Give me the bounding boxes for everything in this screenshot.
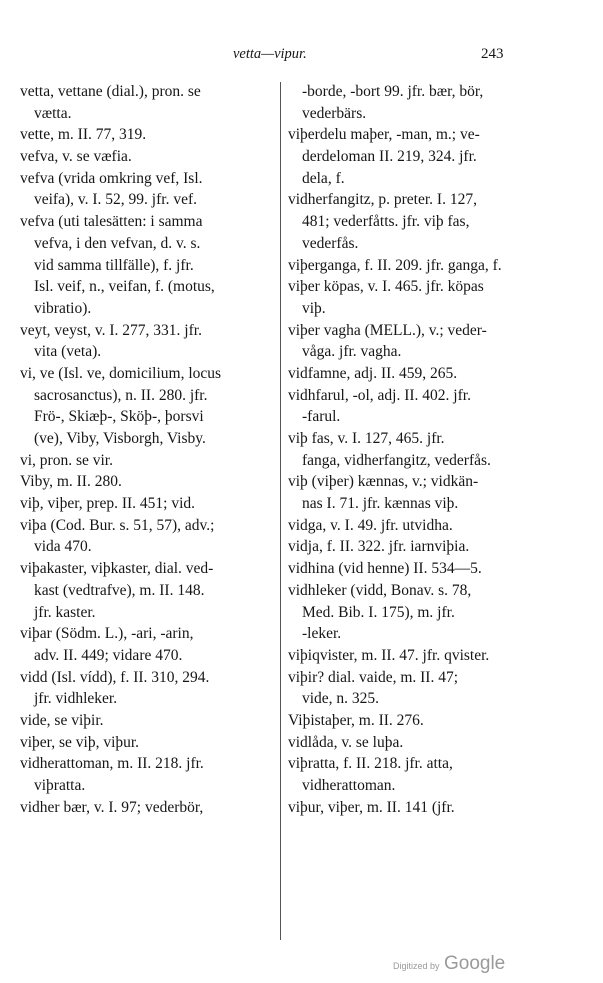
left-entry-line: jfr. vidhleker. (34, 690, 118, 708)
right-entry-line: vidhfarul, -ol, adj. II. 402. jfr. (288, 386, 471, 404)
left-entry-line: Isl. veif, n., veifan, f. (motus, (34, 278, 215, 296)
running-header (0, 46, 603, 66)
left-entry-line: vida 470. (34, 538, 92, 556)
right-entry-line: vidherattoman. (302, 777, 396, 794)
right-entry-line: vidja, f. II. 322. jfr. iarnviþia. (288, 538, 470, 556)
left-entry-line: veyt, veyst, v. I. 277, 331. jfr. (20, 321, 202, 339)
left-entry-line: vefva, i den vefvan, d. v. s. (34, 234, 201, 252)
left-column (20, 81, 278, 818)
right-entry-line: vederfås. (302, 234, 359, 252)
left-entry-line: vita (veta). (34, 343, 102, 361)
right-entry-line: vidhina (vid henne) II. 534—5. (288, 560, 482, 578)
left-entry-line: vidd (Isl. vídd), f. II. 310, 294. (20, 668, 210, 686)
right-entry-line: viþerganga, f. II. 209. jfr. ganga, f. (288, 256, 502, 274)
left-entry-line: kast (vedtrafve), m. II. 148. (34, 581, 205, 599)
left-entry-line: vefva (vrida omkring vef, Isl. (20, 169, 203, 187)
right-entry-line: våga. jfr. vagha. (302, 343, 402, 361)
right-entry-line: viþ fas, v. I. 127, 465. jfr. (288, 430, 445, 447)
left-entry-line: vi, pron. se vir. (20, 451, 113, 469)
right-entry-line: Med. Bib. I. 175), m. jfr. (302, 603, 455, 621)
google-logo: Google (443, 953, 506, 974)
right-entry-line: vidherfangitz, p. preter. I. 127, (288, 191, 477, 209)
left-entry-line: viþakaster, viþkaster, dial. ved- (20, 560, 214, 578)
right-entry-line: viþ. (302, 299, 326, 317)
left-entry-line: viþratta. (34, 777, 86, 794)
left-entry-line: veifa), v. I. 52, 99. jfr. vef. (34, 191, 197, 209)
right-entry-line: dela, f. (302, 169, 345, 187)
column-divider (280, 82, 281, 940)
left-entry-line: viþar (Södm. L.), -ari, -arin, (20, 625, 194, 643)
right-entry-line: viþer vagha (MELL.), v.; veder- (288, 321, 487, 339)
right-column (288, 81, 586, 818)
left-entry-line: viþa (Cod. Bur. s. 51, 57), adv.; (20, 516, 215, 534)
right-entry-line: nas I. 71. jfr. kænnas viþ. (302, 495, 459, 513)
left-entry-line: vibratio). (34, 299, 92, 317)
right-entry-line: vidfamne, adj. II. 459, 265. (288, 364, 458, 382)
left-entry-line: vette, m. II. 77, 319. (20, 126, 147, 144)
right-entry-line: viþiqvister, m. II. 47. jfr. qvister. (288, 646, 490, 664)
right-entry-line: -borde, -bort 99. jfr. bær, bör, (302, 83, 484, 100)
right-entry-line: vidga, v. I. 49. jfr. utvidha. (288, 516, 453, 534)
left-entry-line: Viby, m. II. 280. (20, 473, 122, 491)
left-entry-line: vidherattoman, m. II. 218. jfr. (20, 755, 204, 773)
right-entry-line: viþer köpas, v. I. 465. jfr. köpas (288, 278, 484, 296)
right-entry-line: vidhleker (vidd, Bonav. s. 78, (288, 581, 472, 599)
left-entry-line: vetta, vettane (dial.), pron. se (20, 83, 201, 100)
digitization-watermark (393, 953, 505, 975)
left-entry-line: (ve), Viby, Visborgh, Visby. (34, 430, 206, 447)
right-entry-line: viþur, viþer, m. II. 141 (jfr. (288, 798, 455, 816)
left-entry-line: vide, se viþir. (20, 711, 104, 729)
right-entry-line: viþir? dial. vaide, m. II. 47; (288, 668, 459, 686)
left-entry-line: vid samma tillfälle), f. jfr. (34, 256, 194, 274)
right-entry-line: fanga, vidherfangitz, vederfås. (302, 451, 491, 469)
left-entry-line: jfr. kaster. (34, 603, 96, 621)
left-entry-line: viþer, se viþ, viþur. (20, 733, 140, 751)
right-entry-line: vederbärs. (302, 104, 367, 122)
page-number: 243 (481, 46, 504, 62)
left-entry-line: vefva (uti talesätten: i samma (20, 213, 203, 231)
left-entry-line: vefva, v. se væfia. (20, 148, 132, 166)
right-entry-line: -farul. (302, 408, 341, 426)
left-entry-line: Frö-, Skiæþ-, Sköþ-, þorsvi (34, 408, 204, 426)
right-entry-line: -leker. (302, 625, 342, 643)
running-title: vetta—vipur. (233, 46, 307, 62)
left-entry-line: sacrosanctus), n. II. 280. jfr. (34, 386, 208, 404)
right-entry-line: 481; vederfåtts. jfr. viþ fas, (302, 213, 470, 231)
right-entry-line: viþratta, f. II. 218. jfr. atta, (288, 755, 453, 773)
digitized-by-text: Digitized by (393, 961, 440, 971)
right-entry-line: vidlåda, v. se luþa. (288, 733, 404, 751)
right-entry-line: viþerdelu maþer, -man, m.; ve- (288, 126, 480, 144)
right-entry-line: viþ (viþer) kænnas, v.; vidkän- (288, 473, 479, 491)
left-entry-line: vætta. (34, 104, 72, 122)
right-entry-line: derdeloman II. 219, 324. jfr. (302, 148, 477, 166)
right-entry-line: vide, n. 325. (302, 690, 380, 708)
left-entry-line: vi, ve (Isl. ve, domicilium, locus (20, 364, 222, 382)
left-entry-line: vidher bær, v. I. 97; vederbör, (20, 798, 204, 816)
left-entry-line: adv. II. 449; vidare 470. (34, 646, 183, 664)
right-entry-line: Viþistaþer, m. II. 276. (288, 711, 424, 729)
left-entry-line: viþ, viþer, prep. II. 451; vid. (20, 495, 196, 513)
